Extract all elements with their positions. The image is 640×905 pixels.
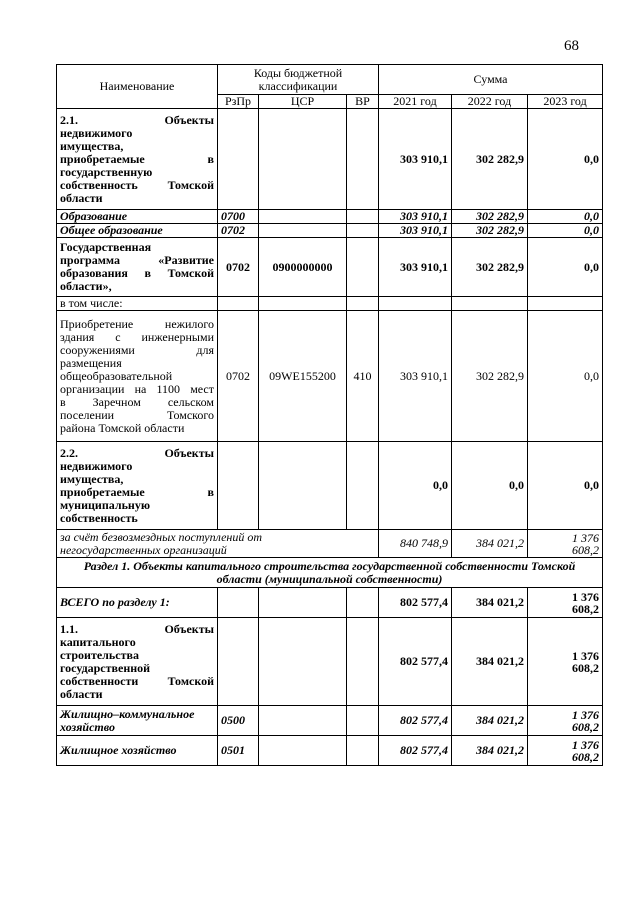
row-rzpr: 0501 xyxy=(218,736,259,766)
value-2023: 0,0 xyxy=(528,442,603,530)
value-2022: 302 282,9 xyxy=(452,109,528,210)
value-2022: 302 282,9 xyxy=(452,224,528,238)
table-row xyxy=(57,706,603,736)
row-name: 1.1. Объекты капитального строительства государственной собственности Томской области xyxy=(57,618,218,706)
table-row xyxy=(57,588,603,618)
value-2023: 0,0 xyxy=(528,238,603,297)
value-2023: 1 376 608,2 xyxy=(528,588,603,618)
value-2023: 0,0 xyxy=(528,210,603,224)
value-2022: 302 282,9 xyxy=(452,210,528,224)
table-row xyxy=(57,238,603,297)
value-2023: 1 376 608,2 xyxy=(528,706,603,736)
header-sum: Сумма xyxy=(379,65,603,95)
header-vr: ВР xyxy=(347,95,379,109)
row-name: ВСЕГО по разделу 1: xyxy=(57,588,218,618)
row-name: 2.2. Объекты недвижимого имущества, приобретаемые в муниципальную собственность xyxy=(57,442,218,530)
value-2021: 840 748,9 xyxy=(379,530,452,558)
row-rzpr: 0500 xyxy=(218,706,259,736)
header-codes: Коды бюджетной классификации xyxy=(218,65,379,95)
value-2022: 384 021,2 xyxy=(452,706,528,736)
header-2022: 2022 год xyxy=(452,95,528,109)
row-vr: 410 xyxy=(347,311,379,442)
section-row xyxy=(57,558,603,588)
value-2021: 303 910,1 xyxy=(379,311,452,442)
value-2021: 303 910,1 xyxy=(379,109,452,210)
value-2022: 302 282,9 xyxy=(452,238,528,297)
value-2023: 0,0 xyxy=(528,224,603,238)
row-rzpr: 0702 xyxy=(218,238,259,297)
table-row xyxy=(57,311,603,442)
value-2021: 0,0 xyxy=(379,442,452,530)
header-2023: 2023 год xyxy=(528,95,603,109)
header-2021: 2021 год xyxy=(379,95,452,109)
value-2021: 802 577,4 xyxy=(379,736,452,766)
row-csr: 0900000000 xyxy=(259,238,347,297)
row-name: Жилищное хозяйство xyxy=(57,736,218,766)
value-2022: 0,0 xyxy=(452,442,528,530)
value-2022: 384 021,2 xyxy=(452,530,528,558)
row-name: за счёт безвозмездных поступлений от негосударственных организаций xyxy=(57,530,379,558)
table-row xyxy=(57,530,603,558)
table-row xyxy=(57,736,603,766)
row-name: Общее образование xyxy=(57,224,218,238)
row-name: Образование xyxy=(57,210,218,224)
value-2023: 1 376 608,2 xyxy=(528,736,603,766)
row-rzpr: 0702 xyxy=(218,311,259,442)
row-rzpr: 0702 xyxy=(218,224,259,238)
value-2021: 802 577,4 xyxy=(379,588,452,618)
page-number: 68 xyxy=(564,38,579,54)
table-row xyxy=(57,224,603,238)
row-name: в том числе: xyxy=(57,297,218,311)
value-2021: 303 910,1 xyxy=(379,224,452,238)
header-name: Наименование xyxy=(57,65,218,109)
table-row xyxy=(57,210,603,224)
row-rzpr: 0700 xyxy=(218,210,259,224)
table-row xyxy=(57,297,603,311)
row-csr: 09WE155200 xyxy=(259,311,347,442)
value-2021: 802 577,4 xyxy=(379,618,452,706)
table-row xyxy=(57,442,603,530)
budget-table xyxy=(56,64,603,766)
value-2023: 0,0 xyxy=(528,311,603,442)
value-2023: 1 376 608,2 xyxy=(528,530,603,558)
row-name: Жилищно–коммунальное хозяйство xyxy=(57,706,218,736)
header-rzpr: РзПр xyxy=(218,95,259,109)
value-2021: 802 577,4 xyxy=(379,706,452,736)
row-name: 2.1. Объекты недвижимого имущества, приобретаемые в государственную собственность Томской области xyxy=(57,109,218,210)
value-2023: 0,0 xyxy=(528,109,603,210)
row-name: Приобретение нежилого здания с инженерными сооружениями для размещения общеобразовательной организации на 1100 мест в Заречном сельском поселении Томского района Томской области xyxy=(57,311,218,442)
section-title: Раздел 1. Объекты капитального строительства государственной собственности Томской области (муниципальной собственности) xyxy=(57,558,603,588)
row-name: Государственная программа «Развитие образования в Томской области», xyxy=(57,238,218,297)
value-2021: 303 910,1 xyxy=(379,210,452,224)
value-2022: 384 021,2 xyxy=(452,618,528,706)
header-csr: ЦСР xyxy=(259,95,347,109)
value-2021: 303 910,1 xyxy=(379,238,452,297)
value-2023: 1 376 608,2 xyxy=(528,618,603,706)
table-row xyxy=(57,618,603,706)
value-2022: 302 282,9 xyxy=(452,311,528,442)
table-row xyxy=(57,109,603,210)
value-2022: 384 021,2 xyxy=(452,736,528,766)
value-2022: 384 021,2 xyxy=(452,588,528,618)
